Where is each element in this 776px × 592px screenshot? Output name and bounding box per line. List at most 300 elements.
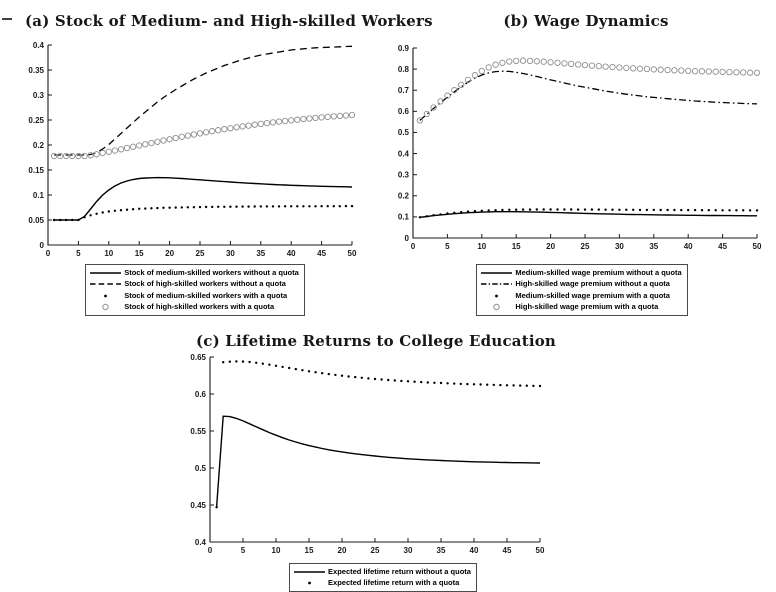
dot-marker xyxy=(660,209,662,211)
circle-marker xyxy=(548,60,553,65)
circle-marker xyxy=(197,131,202,136)
panel-a-title: (a) Stock of Medium- and High-skilled Workers xyxy=(25,12,433,30)
dot-marker xyxy=(275,365,277,367)
y-tick-label: 0.5 xyxy=(194,463,206,473)
circle-marker xyxy=(155,139,160,144)
dot-marker xyxy=(646,209,648,211)
dot-marker xyxy=(570,208,572,210)
dot-marker xyxy=(536,208,538,210)
circle-marker xyxy=(472,73,477,78)
dot-marker xyxy=(199,206,201,208)
dot-marker xyxy=(187,206,189,208)
circle-marker xyxy=(179,134,184,139)
circle-marker xyxy=(276,119,281,124)
dot-marker xyxy=(229,206,231,208)
dot-marker xyxy=(499,384,501,386)
circle-marker xyxy=(486,65,491,70)
panel-b-legend-box xyxy=(476,264,687,316)
dot-marker xyxy=(494,209,496,211)
x-tick-label: 30 xyxy=(225,249,235,258)
dot-marker xyxy=(556,208,558,210)
dot-marker xyxy=(526,385,528,387)
legend-item-medium-skilled-with-quota xyxy=(88,290,299,302)
dot-marker xyxy=(89,214,91,216)
dot-marker xyxy=(168,207,170,209)
circle-marker xyxy=(307,116,312,121)
panel-c-legend-box xyxy=(289,563,477,592)
circle-marker xyxy=(216,128,221,133)
circle-marker xyxy=(686,68,691,73)
y-tick-label: 0.35 xyxy=(28,65,44,75)
y-tick-label: 0.2 xyxy=(32,140,44,150)
circle-marker xyxy=(349,112,354,117)
circle-marker xyxy=(252,122,257,127)
circle-marker xyxy=(754,70,759,75)
dot-marker xyxy=(473,383,475,385)
dot-marker xyxy=(413,381,415,383)
x-tick-label: 5 xyxy=(240,546,246,555)
dot-marker xyxy=(327,205,329,207)
circle-marker xyxy=(665,67,670,72)
dot-line-marker-icon xyxy=(479,291,515,301)
circle-marker xyxy=(124,145,129,150)
dot-marker xyxy=(673,209,675,211)
circle-marker xyxy=(658,67,663,72)
dot-marker xyxy=(354,376,356,378)
circle-marker xyxy=(520,58,525,63)
dot-marker xyxy=(108,210,110,212)
dot-marker xyxy=(222,361,224,363)
dot-marker xyxy=(374,378,376,380)
circle-marker xyxy=(319,115,324,120)
dot-marker xyxy=(467,210,469,212)
dot-marker xyxy=(439,213,441,215)
legend-item-medium-skilled-wage-premium-without-quota xyxy=(479,267,681,279)
dot-marker xyxy=(223,206,225,208)
dot-marker xyxy=(175,206,177,208)
dot-marker xyxy=(591,208,593,210)
circle-marker xyxy=(651,67,656,72)
dot-marker xyxy=(339,205,341,207)
legend-label: Stock of medium-skilled workers with a quota xyxy=(124,290,288,300)
dot-marker xyxy=(361,377,363,379)
circle-marker xyxy=(679,68,684,73)
dot-marker xyxy=(387,379,389,381)
dot-marker xyxy=(742,209,744,211)
dot-marker xyxy=(314,371,316,373)
dot-marker xyxy=(735,209,737,211)
dot-marker xyxy=(604,209,606,211)
legend-item-high-skilled-without-quota xyxy=(88,279,299,291)
dot-marker xyxy=(508,209,510,211)
dot-marker xyxy=(577,208,579,210)
panel-b-chart xyxy=(388,38,776,266)
circle-marker xyxy=(720,69,725,74)
circle-marker xyxy=(343,113,348,118)
dot-marker xyxy=(288,367,290,369)
y-tick-label: 0.65 xyxy=(190,352,206,362)
x-tick-label: 0 xyxy=(410,242,416,251)
x-tick-label: 45 xyxy=(718,242,728,251)
y-tick-label: 0.6 xyxy=(194,389,206,399)
circle-marker xyxy=(692,68,697,73)
crop-artifact-dash xyxy=(2,18,12,20)
dot-marker xyxy=(584,208,586,210)
y-tick-label: 0.7 xyxy=(397,86,409,96)
circle-marker xyxy=(240,124,245,129)
y-tick-label: 0.55 xyxy=(190,426,206,436)
dot-marker xyxy=(419,216,421,218)
dot-marker xyxy=(756,209,758,211)
dot-marker xyxy=(460,383,462,385)
circle-marker xyxy=(534,59,539,64)
legend-label: High-skilled wage premium with a quota xyxy=(515,302,659,312)
dot-marker xyxy=(420,381,422,383)
circle-marker xyxy=(282,118,287,123)
dot-marker xyxy=(446,382,448,384)
dot-marker xyxy=(426,215,428,217)
dot-marker xyxy=(453,382,455,384)
circle-marker xyxy=(301,116,306,121)
series-high-skilled-wage-premium-with-quota xyxy=(417,58,759,123)
circle-marker xyxy=(137,143,142,148)
panel-c-chart xyxy=(178,348,588,560)
dot-marker xyxy=(446,212,448,214)
y-tick-label: 0.4 xyxy=(194,537,206,547)
dot-marker xyxy=(284,205,286,207)
dot-marker xyxy=(394,379,396,381)
dot-marker xyxy=(235,360,237,362)
dot-marker xyxy=(278,205,280,207)
x-tick-label: 50 xyxy=(347,249,357,258)
circle-marker xyxy=(493,62,498,67)
dot-marker xyxy=(345,205,347,207)
dot-marker xyxy=(255,362,257,364)
dot-marker xyxy=(65,219,67,221)
circle-marker xyxy=(596,63,601,68)
circle-marker xyxy=(569,61,574,66)
dot-marker xyxy=(680,209,682,211)
circle-marker xyxy=(234,125,239,130)
x-tick-label: 20 xyxy=(165,249,175,258)
circle-marker xyxy=(51,153,56,158)
dot-marker xyxy=(156,207,158,209)
circle-marker xyxy=(112,148,117,153)
dot-marker xyxy=(549,208,551,210)
x-tick-label: 40 xyxy=(286,249,296,258)
dot-marker xyxy=(247,205,249,207)
dot-marker xyxy=(522,208,524,210)
circle-marker xyxy=(479,68,484,73)
y-tick-label: 0.15 xyxy=(28,165,44,175)
dot-marker xyxy=(308,370,310,372)
dashed-line-marker-icon xyxy=(88,279,124,289)
x-tick-label: 25 xyxy=(370,546,380,555)
y-tick-label: 0.1 xyxy=(32,190,44,200)
dot-marker xyxy=(333,205,335,207)
dot-marker xyxy=(211,206,213,208)
x-tick-label: 10 xyxy=(104,249,114,258)
series-medium-skilled-wage-premium-without-quota xyxy=(420,212,757,218)
circle-marker xyxy=(582,62,587,67)
circle-marker xyxy=(313,115,318,120)
x-tick-label: 35 xyxy=(649,242,659,251)
x-tick-label: 10 xyxy=(477,242,487,251)
circle-marker xyxy=(713,69,718,74)
dot-marker xyxy=(563,208,565,210)
dot-marker xyxy=(433,382,435,384)
circle-marker xyxy=(58,153,63,158)
dot-marker xyxy=(479,383,481,385)
x-tick-label: 40 xyxy=(683,242,693,251)
dot-marker xyxy=(235,206,237,208)
legend-label: Expected lifetime return without a quota xyxy=(328,566,471,576)
series-expected-lifetime-return-without-quota xyxy=(217,416,540,507)
circle-marker xyxy=(631,66,636,71)
dot-marker xyxy=(543,208,545,210)
series-high-skilled-with-quota xyxy=(51,112,354,158)
x-tick-label: 50 xyxy=(535,546,545,555)
dot-marker xyxy=(519,384,521,386)
dot-marker xyxy=(260,205,262,207)
dot-marker xyxy=(474,210,476,212)
dot-marker xyxy=(666,209,668,211)
dashdot-line-marker-icon xyxy=(479,279,515,289)
dot-marker xyxy=(144,207,146,209)
dot-marker xyxy=(488,209,490,211)
x-tick-label: 40 xyxy=(469,546,479,555)
x-tick-label: 45 xyxy=(502,546,512,555)
dot-marker xyxy=(539,385,541,387)
circle-marker xyxy=(514,58,519,63)
y-tick-label: 0.4 xyxy=(397,149,409,159)
dot-marker xyxy=(515,209,517,211)
circle-marker xyxy=(500,60,505,65)
circle-marker xyxy=(130,144,135,149)
dot-marker xyxy=(215,506,217,508)
dot-marker xyxy=(296,205,298,207)
circle-marker xyxy=(63,153,68,158)
panel-a-legend-area xyxy=(0,264,390,317)
x-tick-label: 15 xyxy=(304,546,314,555)
y-tick-label: 0.8 xyxy=(397,64,409,74)
x-tick-label: 45 xyxy=(317,249,327,258)
legend-label: Expected lifetime return with a quota xyxy=(328,578,460,588)
dot-marker xyxy=(728,209,730,211)
legend-item-expected-lifetime-return-without-quota xyxy=(292,566,471,578)
circle-marker xyxy=(94,152,99,157)
dot-marker xyxy=(320,205,322,207)
legend-label: High-skilled wage premium without a quota xyxy=(515,279,670,289)
dot-marker xyxy=(749,209,751,211)
dot-marker xyxy=(341,375,343,377)
series-medium-skilled-with-quota xyxy=(53,205,353,221)
circle-marker xyxy=(100,150,105,155)
y-tick-label: 0.2 xyxy=(397,191,409,201)
x-tick-label: 20 xyxy=(546,242,556,251)
y-tick-label: 0.4 xyxy=(32,40,44,50)
x-tick-label: 0 xyxy=(207,546,213,555)
dot-marker xyxy=(126,209,128,211)
dot-marker xyxy=(694,209,696,211)
dot-marker xyxy=(321,372,323,374)
circle-marker xyxy=(541,59,546,64)
dot-marker xyxy=(295,368,297,370)
circle-marker xyxy=(222,127,227,132)
dot-marker xyxy=(632,209,634,211)
dot-marker xyxy=(301,369,303,371)
dot-marker xyxy=(334,374,336,376)
dot-marker xyxy=(618,209,620,211)
x-tick-label: 0 xyxy=(45,249,51,258)
legend-item-medium-skilled-without-quota xyxy=(88,267,299,279)
dot-marker xyxy=(290,205,292,207)
circle-marker xyxy=(644,66,649,71)
dot-marker xyxy=(272,205,274,207)
dot-marker xyxy=(506,384,508,386)
dot-marker xyxy=(59,219,61,221)
dot-line-marker-icon xyxy=(292,578,328,588)
dot-marker xyxy=(427,381,429,383)
legend-item-high-skilled-wage-premium-with-quota xyxy=(479,302,681,314)
x-tick-label: 5 xyxy=(76,249,81,258)
dot-marker xyxy=(254,205,256,207)
dot-marker xyxy=(328,373,330,375)
circle-marker xyxy=(118,147,123,152)
dot-marker xyxy=(268,364,270,366)
circle-marker xyxy=(167,137,172,142)
dot-marker xyxy=(466,383,468,385)
circle-marker xyxy=(424,111,429,116)
dot-marker xyxy=(481,210,483,212)
x-tick-label: 15 xyxy=(511,242,521,251)
dot-marker xyxy=(77,219,79,221)
circle-marker xyxy=(706,69,711,74)
x-tick-label: 5 xyxy=(445,242,450,251)
panel-a-chart xyxy=(0,38,390,266)
circle-marker xyxy=(173,135,178,140)
circle-line-marker-icon xyxy=(88,302,124,312)
circle-marker xyxy=(203,130,208,135)
circle-marker xyxy=(672,68,677,73)
circle-marker xyxy=(258,121,263,126)
dot-marker xyxy=(721,209,723,211)
y-tick-label: 0.9 xyxy=(397,43,409,53)
dot-marker xyxy=(120,209,122,211)
dot-marker xyxy=(71,219,73,221)
dot-marker xyxy=(217,206,219,208)
circle-marker xyxy=(747,70,752,75)
solid-line-marker-icon xyxy=(292,567,328,577)
y-tick-label: 0.05 xyxy=(28,215,44,225)
panel-c-legend-area xyxy=(178,563,588,592)
dot-marker xyxy=(314,205,316,207)
dot-marker xyxy=(205,206,207,208)
circle-marker xyxy=(295,117,300,122)
dot-marker xyxy=(229,361,231,363)
dot-marker xyxy=(367,377,369,379)
dot-marker xyxy=(162,207,164,209)
circle-marker xyxy=(610,64,615,69)
x-tick-label: 20 xyxy=(337,546,347,555)
x-tick-label: 25 xyxy=(195,249,205,258)
dot-marker xyxy=(453,212,455,214)
dot-marker xyxy=(114,210,116,212)
circle-marker xyxy=(143,142,148,147)
circle-marker xyxy=(270,120,275,125)
circle-marker xyxy=(76,153,81,158)
dot-marker xyxy=(138,208,140,210)
y-tick-label: 0.3 xyxy=(397,170,409,180)
circle-marker xyxy=(624,65,629,70)
circle-marker xyxy=(161,138,166,143)
dot-line-marker-icon xyxy=(88,291,124,301)
legend-item-medium-skilled-wage-premium-with-quota xyxy=(479,290,681,302)
circle-marker xyxy=(741,70,746,75)
dot-marker xyxy=(241,205,243,207)
circle-marker xyxy=(149,140,154,145)
legend-item-high-skilled-wage-premium-without-quota xyxy=(479,279,681,291)
y-tick-label: 0.5 xyxy=(397,128,409,138)
dot-marker xyxy=(95,213,97,215)
panel-a-legend-box xyxy=(85,264,305,316)
legend-label: Stock of medium-skilled workers without a quota xyxy=(124,267,299,277)
circle-marker xyxy=(603,64,608,69)
dot-marker xyxy=(501,209,503,211)
circle-marker xyxy=(507,59,512,64)
y-tick-label: 0.1 xyxy=(397,212,409,222)
solid-line-marker-icon xyxy=(479,268,515,278)
x-tick-label: 30 xyxy=(614,242,624,251)
x-tick-label: 50 xyxy=(752,242,762,251)
dot-marker xyxy=(529,208,531,210)
circle-marker xyxy=(82,153,87,158)
legend-item-high-skilled-with-quota xyxy=(88,302,299,314)
circle-marker xyxy=(527,58,532,63)
x-tick-label: 35 xyxy=(256,249,266,258)
dot-marker xyxy=(639,209,641,211)
legend-label: Stock of high-skilled workers with a quota xyxy=(124,302,275,312)
dot-marker xyxy=(262,363,264,365)
y-tick-label: 0.45 xyxy=(190,500,206,510)
dot-marker xyxy=(248,361,250,363)
dot-marker xyxy=(102,211,104,213)
dot-marker xyxy=(83,216,85,218)
dot-marker xyxy=(625,209,627,211)
circle-marker xyxy=(228,126,233,131)
dot-marker xyxy=(181,206,183,208)
dot-marker xyxy=(687,209,689,211)
dot-marker xyxy=(493,384,495,386)
dot-marker xyxy=(611,209,613,211)
dot-marker xyxy=(407,380,409,382)
circle-marker xyxy=(70,153,75,158)
circle-marker xyxy=(331,114,336,119)
axes-c xyxy=(210,357,540,542)
solid-line-marker-icon xyxy=(88,268,124,278)
dot-marker xyxy=(653,209,655,211)
y-tick-label: 0 xyxy=(39,240,44,250)
x-tick-label: 10 xyxy=(271,546,281,555)
dot-marker xyxy=(132,208,134,210)
dot-marker xyxy=(266,205,268,207)
y-tick-label: 0.6 xyxy=(397,107,409,117)
dot-marker xyxy=(380,378,382,380)
y-tick-label: 0.3 xyxy=(32,90,44,100)
x-tick-label: 30 xyxy=(403,546,413,555)
circle-line-marker-icon xyxy=(479,302,515,312)
circle-marker xyxy=(264,120,269,125)
